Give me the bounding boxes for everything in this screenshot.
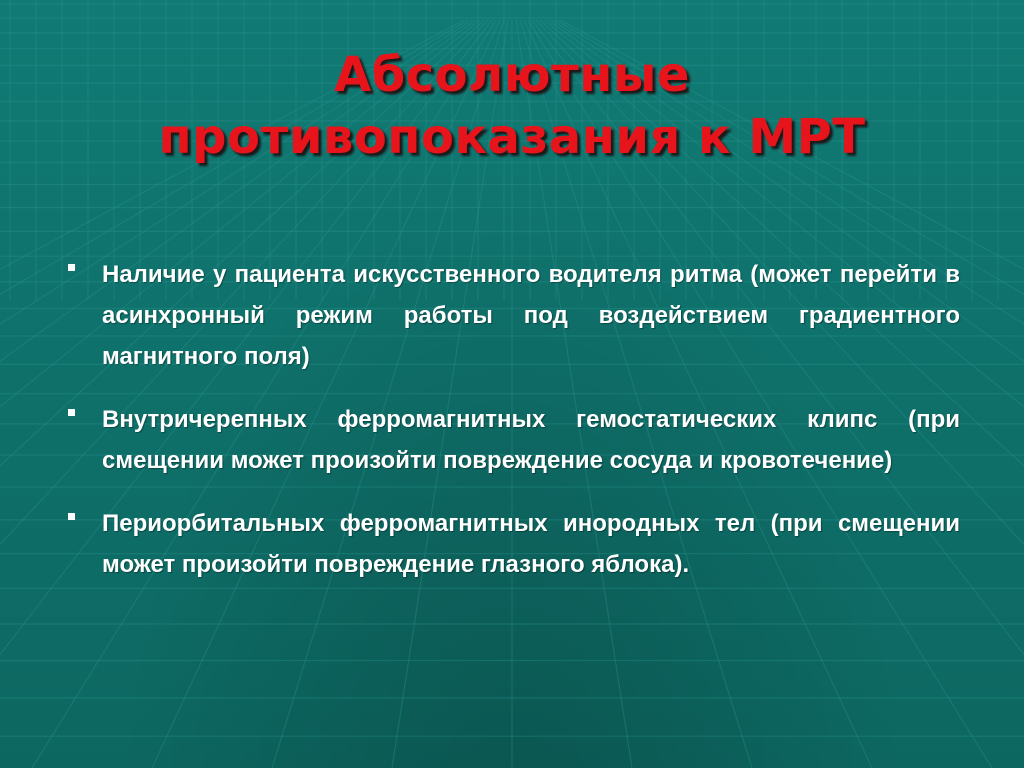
square-bullet-icon <box>68 513 75 520</box>
bullet-text: Наличие у пациента искусственного водителя ритма (может перейти в асинхронный режим работы под воздействием градиентного магнитного поля) <box>102 261 960 370</box>
bullet-list <box>64 254 960 607</box>
bullet-item <box>64 399 960 481</box>
square-bullet-icon <box>68 264 75 271</box>
bullet-item <box>64 254 960 377</box>
bullet-item <box>64 503 960 585</box>
bullet-text: Периорбитальных ферромагнитных инородных тел (при смещении может произойти повреждение глазного яблока). <box>102 510 960 578</box>
bullet-text: Внутричерепных ферромагнитных гемостатических клипс (при смещении может произойти повреждение сосуда и кровотечение) <box>102 406 960 474</box>
title-line-1: Абсолютные <box>334 47 690 103</box>
square-bullet-icon <box>68 409 75 416</box>
slide-title <box>0 44 1024 168</box>
title-line-2: противопоказания к МРТ <box>158 109 866 165</box>
